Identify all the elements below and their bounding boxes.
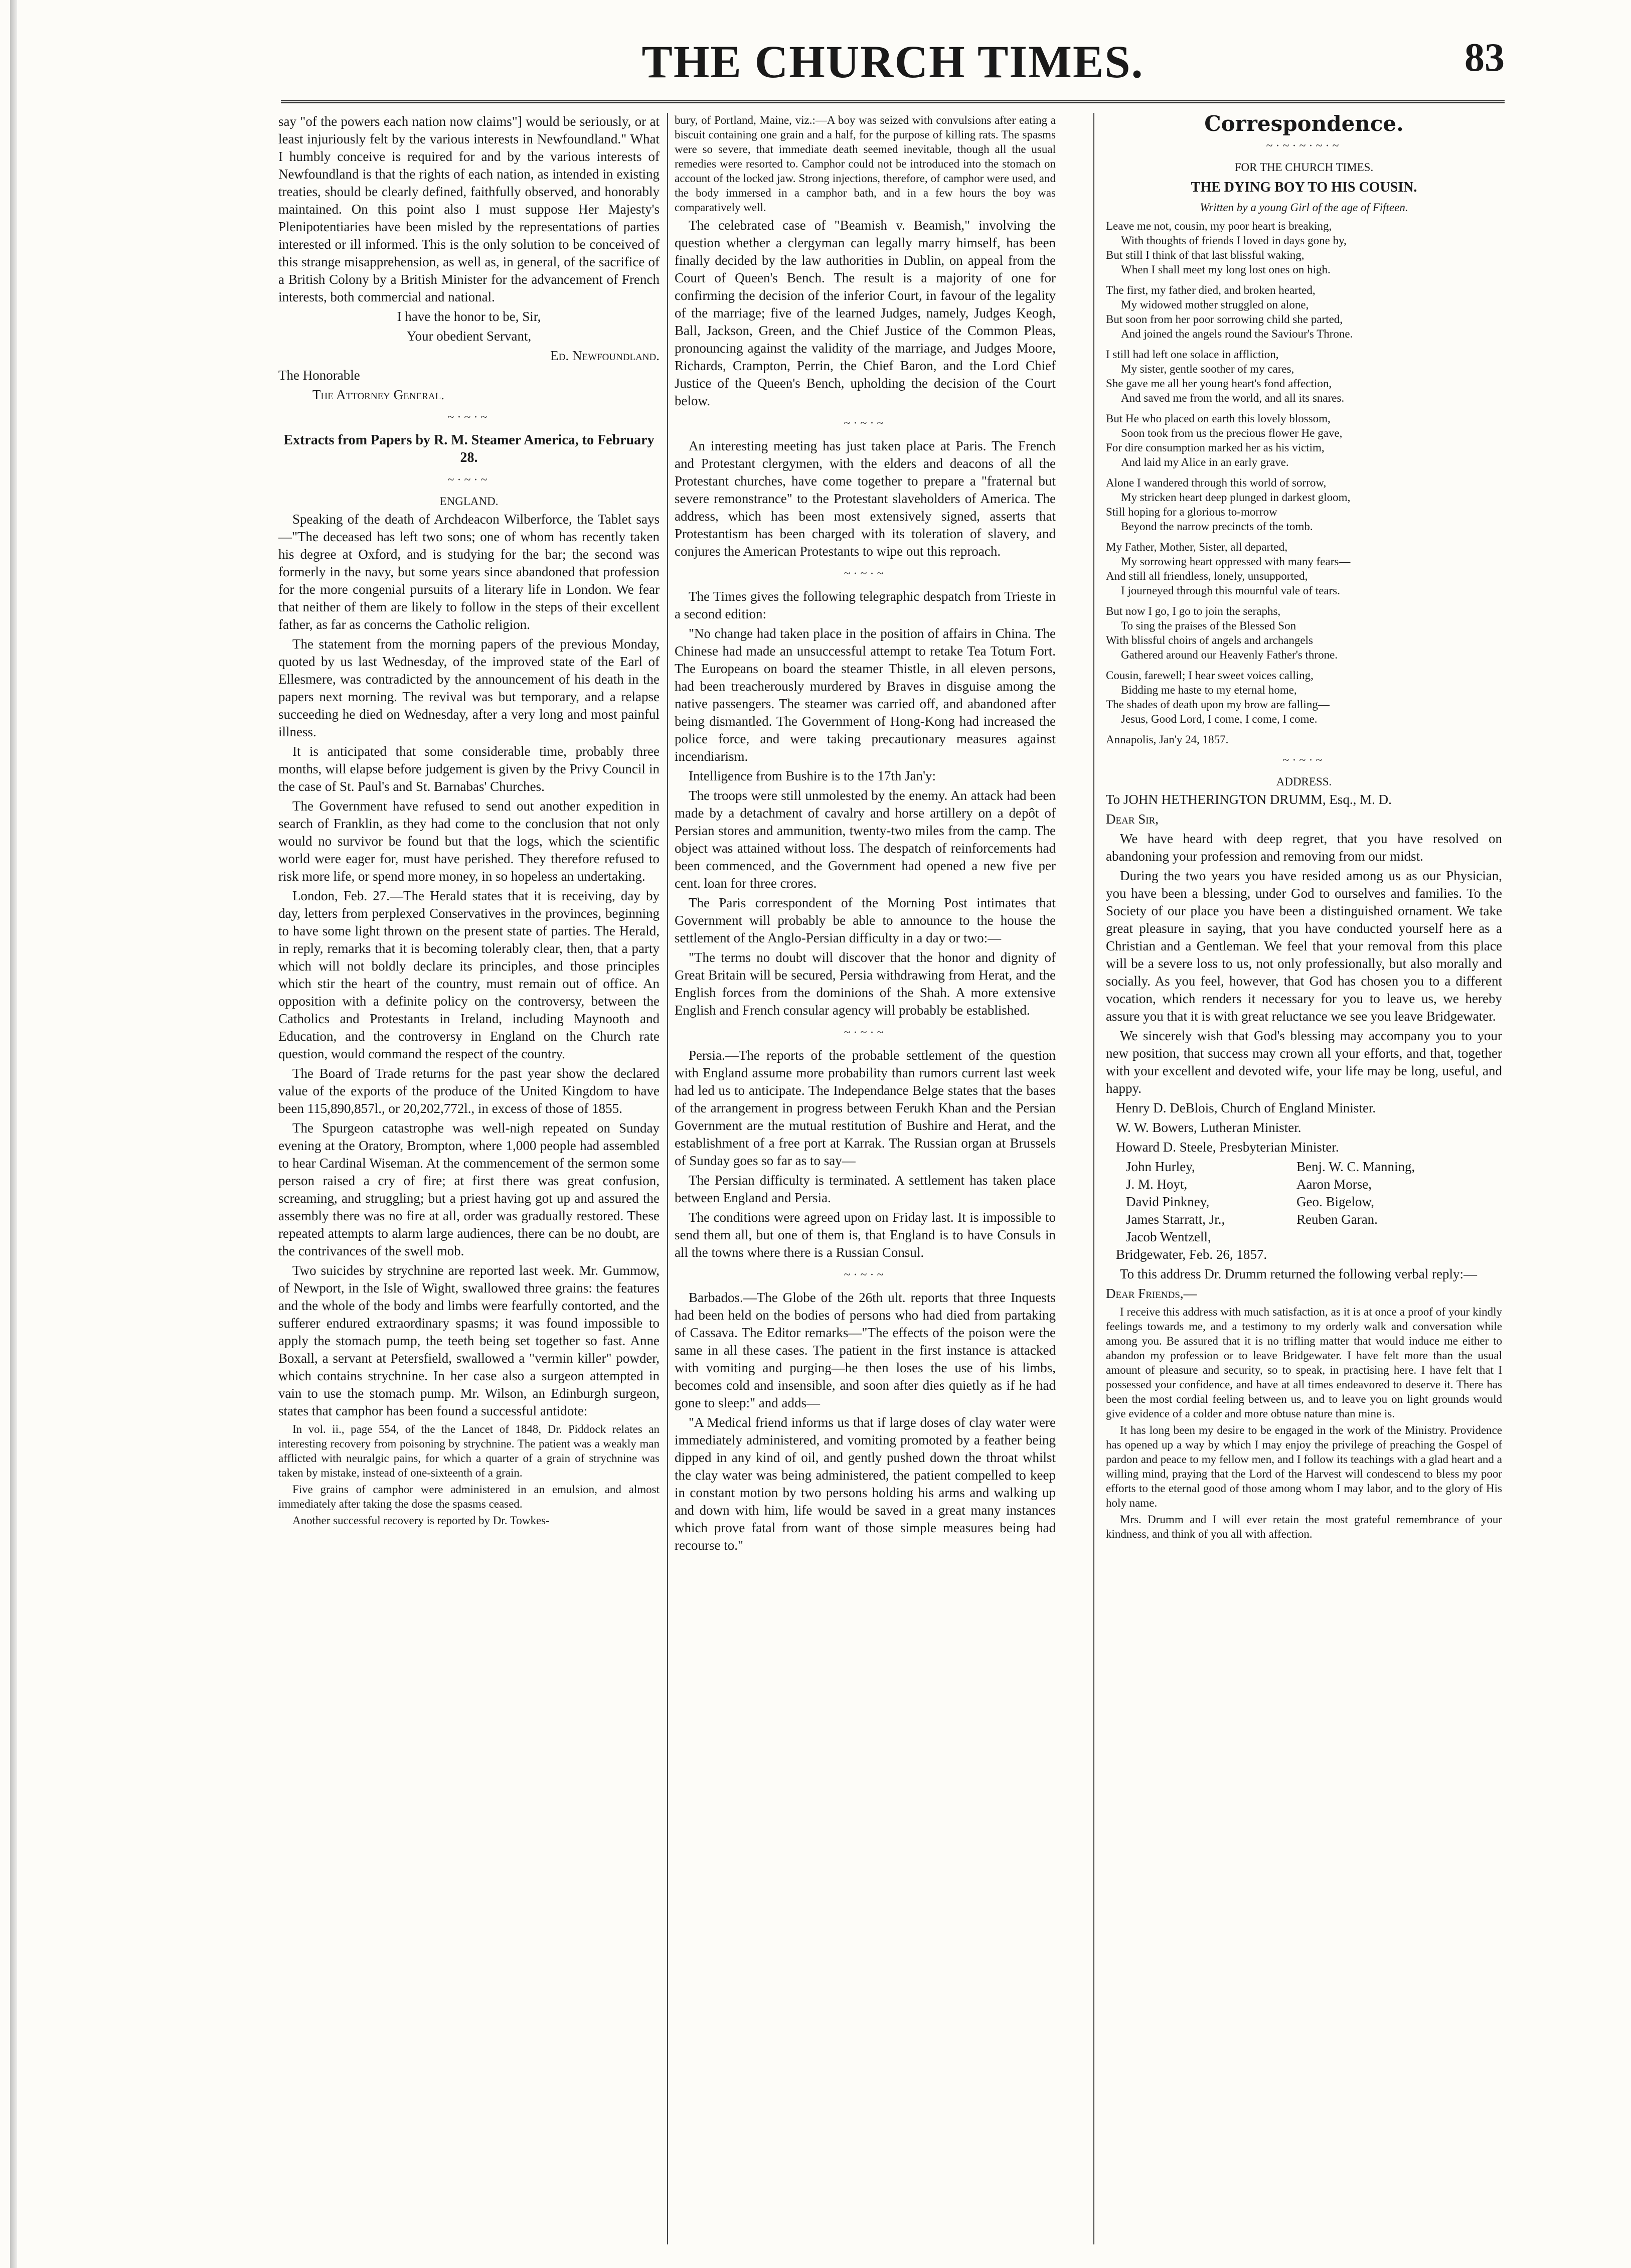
signatory: David Pinkney, — [1126, 1194, 1210, 1209]
paragraph: The Spurgeon catastrophe was well-nigh repeated on Sunday evening at the Oratory, Brompton, where 1,000 people had assembled to hear Cardinal Wiseman. At the commencement of the sermon some person raised a cry of fire; at first there was great confusion, screaming, and struggling; but a priest having got up and assured the assembly there was no fire at all, order was gradually restored. These repeated attempts to alarm large audiences, there can be no doubt, are the contrivances of the swell mob. — [278, 1120, 660, 1258]
poem-stanza: But He who placed on earth this lovely blossom, Soon took from us the precious flower He gave, For dire consumption marked her as his victim, And laid my Alice in an early grave. — [1106, 412, 1343, 468]
signature: W. W. Bowers, Lutheran Minister. — [1116, 1120, 1301, 1135]
paragraph: "A Medical friend informs us that if large doses of clay water were immediately administered, and vomiting promoted by a feather being dipped in any kind of oil, and gently pushed down the throat whilst the clay water was being administered, the patient compelled to keep in constant motion by two persons holding his arms and walking up and down with him, life would be saved in a great many instances which prove fatal from want of those simple measures being had recourse to." — [675, 1415, 1056, 1553]
dateline: Annapolis, Jan'y 24, 1857. — [1106, 733, 1229, 746]
byline: FOR THE CHURCH TIMES. — [1234, 161, 1374, 174]
paragraph: Two suicides by strychnine are reported last week. Mr. Gummow, of Newport, in the Isle of Wight, swallowed three grains: the features and the whole of the body and limbs were fearfully contorted, and the sufferer endured extraordinary spasms; it was found impossible to apply the stomach pump, the teeth being set together so fast. Anne Boxall, a servant at Petersfield, swallowed a "vermin killer" powder, which contains strychnine. In her case also a surgeon attempted in vain to use the stomach pump. Mr. Wilson, an Edinburgh surgeon, states that camphor has been found a successful antidote: — [278, 1263, 660, 1418]
signatory: James Starratt, Jr., — [1126, 1212, 1225, 1227]
binding-edge — [10, 0, 17, 2268]
column-2 — [675, 113, 1056, 1556]
paragraph: It has long been my desire to be engaged in the work of the Ministry. Providence has opened up a way by which I may enjoy the privilege of preaching the Gospel of pardon and peace to my fellow men, and I follow its teachings with a glad heart and a willing mind, praying that the Lord of the Harvest will condescend to bless my poor efforts to the eternal good of those among whom I may labor, and to the glory of His holy name. — [1106, 1424, 1502, 1509]
signatory: Benj. W. C. Manning, — [1296, 1159, 1415, 1174]
ornament-divider: ~·~·~ — [844, 1268, 887, 1281]
paragraph: To this address Dr. Drumm returned the following verbal reply:— — [1120, 1266, 1477, 1281]
paragraph: The Persian difficulty is terminated. A settlement has taken place between England and Persia. — [675, 1173, 1056, 1205]
section-title: Correspondence. — [1204, 111, 1404, 136]
poem-stanza: I still had left one solace in affliction, My sister, gentle soother of my cares, She gave me all her young heart's fond affection, And saved me from the world, and all its snares. — [1106, 348, 1345, 404]
section-heading: ADDRESS. — [1276, 775, 1332, 788]
paragraph: "No change had taken place in the position of affairs in China. The Chinese had made an unsuccessful attempt to retake Tea Totum Fort. The Europeans on board the steamer Thistle, in all eleven persons, had been treacherously murdered by Braves in disguise among the native passengers. The steamer was carried off, and abandoned after being dismantled. The Government of Hong-Kong had increased the police force, and were taking precautionary measures against incendiarism. — [675, 626, 1056, 764]
poem-subtitle: Written by a young Girl of the age of Fifteen. — [1200, 201, 1408, 214]
paragraph: Speaking of the death of Archdeacon Wilberforce, the Tablet says—"The deceased has left two sons; one of whom has recently taken his degree at Oxford, and is studying for the bar; the second was formerly in the navy, but some years since abandoned that profession for the more congenial pursuits of a literary life in London. We fear that neither of them are likely to follow in the steps of their excellent father, as far as concerns the Catholic religion. — [278, 512, 660, 632]
paragraph: The Paris correspondent of the Morning Post intimates that Government will probably be able to announce to the house the settlement of the Anglo-Persian difficulty in a day or two:— — [675, 895, 1056, 945]
paragraph: During the two years you have resided among us as our Physician, you have been a blessing, under God to ourselves and families. To the Society of our place you have been a distinguished ornament. We take great pleasure in saying, that you have conducted yourself here as a Christian and a Gentleman. We feel that your removal from this place will be a severe loss to us, not only professionally, but also morally and socially. As you feel, however, that God has chosen you to a different vocation, which renders it necessary for you to leave us, we hereby assure you that it is with great reluctance we see you leave Bridgewater. — [1106, 868, 1502, 1024]
signatory-list — [1106, 1158, 1502, 1246]
poem-stanza: But now I go, I go to join the seraphs, To sing the praises of the Blessed Son With blissful choirs of angels and archangels Gathered around our Heavenly Father's throne. — [1106, 605, 1338, 661]
ornament-divider: ~·~·~ — [844, 417, 887, 430]
paragraph: Barbados.—The Globe of the 26th ult. reports that three Inquests had been held on the bodies of persons who had died from partaking of Cassava. The Editor remarks—"The effects of the poison were the same in all these cases. The patient in the first instance is attacked with vomiting and purging—he then loses the use of his limbs, becomes cold and insensible, and soon after dies quietly as if he had gone to sleep:" and adds— — [675, 1290, 1056, 1410]
poem-title: THE DYING BOY TO HIS COUSIN. — [1191, 180, 1417, 195]
paragraph: Mrs. Drumm and I will ever retain the most grateful remembrance of your kindness, and think of you all with affection. — [1106, 1513, 1502, 1540]
paragraph: The Board of Trade returns for the past year show the declared value of the exports of the produce of the United Kingdom to have been 115,890,857l., or 20,202,772l., in excess of those of 1855. — [278, 1066, 660, 1116]
ornament-divider: ~·~·~ — [1282, 754, 1326, 767]
closing-line: I have the honor to be, Sir, — [397, 309, 541, 324]
poem-stanza: Cousin, farewell; I hear sweet voices calling, Bidding me haste to my eternal home, The shades of death upon my brow are falling— Jesus, Good Lord, I come, I come, I come. — [1106, 669, 1330, 725]
signatory: Reuben Garan. — [1296, 1212, 1378, 1227]
quoted-paragraph: Another successful recovery is reported by Dr. Towkes- — [292, 1514, 550, 1527]
paragraph: The conditions were agreed upon on Friday last. It is impossible to send them all, but one of them is, that England is to have Consuls in all the towns where there is a Russian Consul. — [675, 1210, 1056, 1260]
page-number: 83 — [1464, 36, 1505, 80]
paragraph: "The terms no doubt will discover that the honor and dignity of Great Britain will be secured, Persia withdrawing from Herat, and the English forces from the dominions of the Shah. A more extensive English and French consular agency will probably be established. — [675, 950, 1056, 1018]
addressee: The Honorable — [278, 368, 360, 383]
salutation: To JOHN HETHERINGTON DRUMM, Esq., M. D. — [1106, 792, 1392, 807]
paragraph: We have heard with deep regret, that you have resolved on abandoning your profession and removing from our midst. — [1106, 831, 1502, 864]
poem-stanza: The first, my father died, and broken hearted, My widowed mother struggled on alone, But soon from her poor sorrowing child she parted, And joined the angels round the Saviour's Throne. — [1106, 284, 1353, 340]
paragraph: The Government have refused to send out another expedition in search of Franklin, as they had come to the conclusion that not only would no survivor be found but that the logs, which the scientific world were eager for, must have perished. They therefore refused to risk more life, or spend more money, in so hopeless an undertaking. — [278, 798, 660, 884]
poem-stanza: Leave me not, cousin, my poor heart is breaking, With thoughts of friends I loved in days gone by, But still I think of that last blissful waking, When I shall meet my long lost ones on high. — [1106, 220, 1347, 276]
paragraph: The Times gives the following telegraphic despatch from Trieste in a second edition: — [675, 589, 1056, 621]
column-3 — [1106, 113, 1502, 1543]
poem-stanza: Alone I wandered through this world of sorrow, My stricken heart deep plunged in darkest gloom, Still hoping for a glorious to-morrow Beyond the narrow precincts of the tomb. — [1106, 476, 1351, 533]
ornament-divider: ~·~·~·~·~ — [1266, 139, 1342, 152]
ornament-divider: ~·~·~ — [447, 411, 491, 424]
signatory: J. M. Hoyt, — [1126, 1177, 1188, 1192]
paragraph: I receive this address with much satisfaction, as it is at once a proof of your kindly feelings towards me, and a testimony to my orderly walk and conversation while among you. Be assured that it is no trifling matter that would induce me either to abandon my profession or to leave Bridgewater. I have felt more than the usual amount of pleasure and security, so to speak, in practising here. I have felt that I possessed your confidence, and have at all times endeavored to deserve it. There has been the most cordial feeling between us, and to leave you on light grounds would give evidence of a colder and more obtuse nature than mine is. — [1106, 1306, 1502, 1420]
paragraph: Intelligence from Bushire is to the 17th Jan'y: — [689, 768, 936, 783]
signature: Ed. Newfoundland. — [550, 348, 660, 363]
paragraph: We sincerely wish that God's blessing may accompany you to your new position, that success may crown all your efforts, and that, together with your excellent and devoted wife, your life may be long, useful, and happy. — [1106, 1028, 1502, 1096]
paragraph: London, Feb. 27.—The Herald states that it is receiving, day by day, letters from perplexed Conservatives in the provinces, beginning to have some light thrown on the present state of parties. The Herald, in reply, remarks that it is becoming tolerably clear, then, that a party which will not boldly declare its principles, and those principles which stir the heart of the country, must remain out of office. An opposition with a definite policy on the controversy, between the Catholics and Protestants in Ireland, including Maynooth and Education, and the controversy in England on the Church rate question, would command the respect of the country. — [278, 888, 660, 1061]
paragraph: It is anticipated that some considerable time, probably three months, will elapse before judgement is given by the Privy Council in the case of St. Paul's and St. Barnabas' Churches. — [278, 744, 660, 794]
section-heading: ENGLAND. — [439, 495, 499, 508]
paragraph: The troops were still unmolested by the enemy. An attack had been made by a detachment of cavalry and horse artillery on a depôt of Persian stores and ammunition, twenty-two miles from the camp. The object was attained without loss. The despatch of reinforcements had been commenced, and the Government had opened a new five per cent. loan for three crores. — [675, 788, 1056, 891]
ornament-divider: ~·~·~ — [844, 1026, 887, 1039]
paragraph: The statement from the morning papers of the previous Monday, quoted by us last Wednesday, of the improved state of the Earl of Ellesmere, was contradicted by the announcement of his death in the papers next morning. The revival was but temporary, and a relapse succeeding he died on Wednesday, after a very long and most painful illness. — [278, 636, 660, 739]
section-heading: Extracts from Papers by R. M. Steamer America, to February 28. — [283, 432, 655, 465]
closing-line: Your obedient Servant, — [406, 329, 532, 344]
masthead — [281, 35, 1505, 103]
poem-stanza: My Father, Mother, Sister, all departed, My sorrowing heart oppressed with many fears— And still all friendless, lonely, unsupported, I journeyed through this mournful vale of tears. — [1106, 541, 1351, 597]
ornament-divider: ~·~·~ — [844, 567, 887, 580]
signature: Howard D. Steele, Presbyterian Minister. — [1116, 1140, 1339, 1155]
signatory: Aaron Morse, — [1296, 1177, 1372, 1192]
signatory: Jacob Wentzell, — [1126, 1229, 1211, 1244]
quoted-paragraph: Five grains of camphor were administered in an emulsion, and almost immediately after taking the dose the spasms ceased. — [278, 1483, 660, 1510]
signatory: John Hurley, — [1126, 1159, 1195, 1174]
addressee: The Attorney General. — [312, 387, 444, 402]
column-1 — [278, 113, 660, 1530]
paragraph: bury, of Portland, Maine, viz.:—A boy was seized with convulsions after eating a biscuit containing one grain and a half, for the purpose of killing rats. The spasms were so severe, that immediate death seemed inevitable, though all the usual remedies were resorted to. Camphor could not be introduced into the stomach on account of the locked jaw. Strong injections, therefore, of camphor were used, and the body immersed in a camphor bath, and in a few hours the boy was comparatively well. — [675, 114, 1056, 214]
quoted-paragraph: In vol. ii., page 554, of the the Lancet of 1848, Dr. Piddock relates an interesting recovery from poisoning by strychnine. The patient was a weakly man afflicted with neuralgic pains, for which a quarter of a grain of strychnine was taken by mistake, instead of one-sixteenth of a grain. — [278, 1423, 660, 1479]
signatory — [1296, 1228, 1497, 1246]
paragraph: say "of the powers each nation now claims"] would be seriously, or at least injuriously felt by the various interests in Newfoundland." What I humbly conceive is required for and by the various interests of Newfoundland is that the rights of each nation, as intended in existing treaties, should be clearly defined, faithfully observed, and honorably maintained. On this point also I must suppose Her Majesty's Plenipotentiaries have been misled by the representations of parties interested or ill informed. This is the only solution to be conceived of this strange misapprehension, as well as, in general, of the sacrifice of a British Colony by a British Minister for the advancement of French interests, both commercial and national. — [278, 114, 660, 304]
paragraph: Persia.—The reports of the probable settlement of the question with England assume more probability than rumors current last week had led us to anticipate. The Independance Belge states that the bases of the arrangement in progress between Ferukh Khan and the Persian Government are the mutual restitution of Bushire and Herat, and the establishment of a free port at Karrak. The Russian organ at Brussels of Sunday goes so far as to say— — [675, 1048, 1056, 1168]
salutation: Dear Sir, — [1106, 812, 1159, 827]
paragraph: An interesting meeting has just taken place at Paris. The French and Protestant clergymen, with the elders and deacons of all the Protestant churches, have come together to prepare a "fraternal but severe remonstrance" to the Protestant slaveholders of America. The address, which has been most extensively signed, asserts that Protestantism has been charged with its toleration of slavery, and conjures the American Protestants to wipe out this reproach. — [675, 438, 1056, 559]
column-rule — [1093, 113, 1094, 2244]
ornament-divider: ~·~·~ — [447, 473, 491, 487]
signatory: Geo. Bigelow, — [1296, 1194, 1374, 1209]
column-rule — [667, 113, 668, 2244]
salutation: Dear Friends,— — [1106, 1286, 1197, 1301]
newspaper-title: THE CHURCH TIMES. — [641, 36, 1144, 87]
signature: Henry D. DeBlois, Church of England Minister. — [1116, 1100, 1376, 1115]
paragraph: The celebrated case of "Beamish v. Beamish," involving the question whether a clergyman can legally marry himself, has been finally decided by the law authorities in Dublin, on appeal from the Court of Queen's Bench. The result is a majority of one for confirming the decision of the inferior Court, in favour of the legality of the marriage; five of the learned Judges, namely, Judges Keogh, Ball, Jackson, Green, and the Chief Justice of the Common Pleas, pronouncing against the validity of the marriage, and Judges Moore, Richards, Crampton, Perrin, the Chief Baron, and the Lord Chief Justice of the Queen's Bench, upholding the decision of the Court below. — [675, 218, 1056, 408]
dateline: Bridgewater, Feb. 26, 1857. — [1116, 1247, 1267, 1262]
